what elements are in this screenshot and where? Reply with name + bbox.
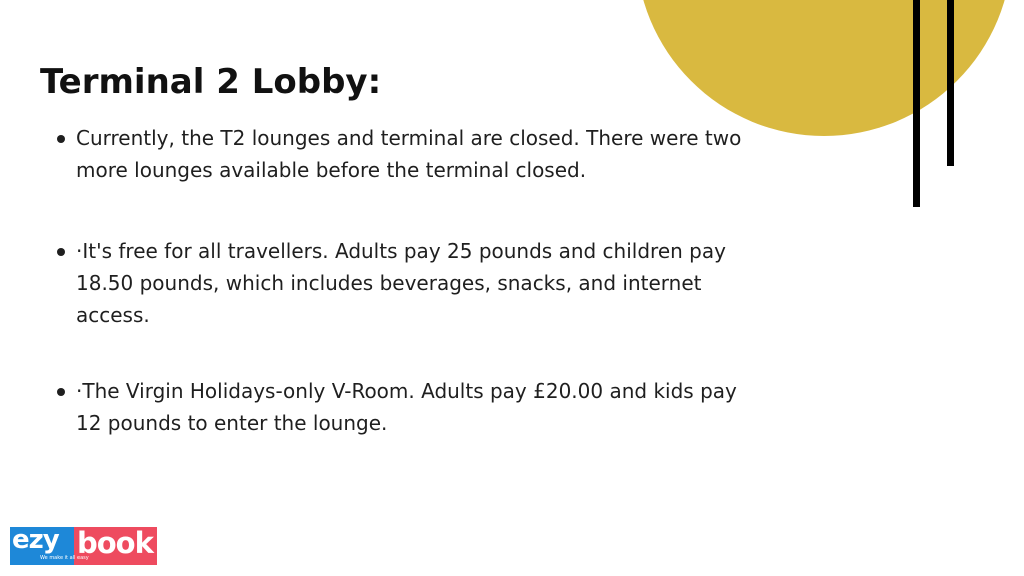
bullet-text: Currently, the T2 lounges and terminal are closed. There were two more lounges available before the terminal closed. xyxy=(76,126,742,182)
bullet-item xyxy=(55,122,745,186)
bullet-dot-icon xyxy=(57,248,65,256)
bullet-dot-icon xyxy=(57,135,65,143)
bullet-text: ·The Virgin Holidays-only V-Room. Adults pay £20.00 and kids pay 12 pounds to enter the lounge. xyxy=(76,379,737,435)
bullet-dot-icon xyxy=(57,388,65,396)
bullet-item xyxy=(55,375,745,439)
logo-tagline: We make it all easy xyxy=(40,555,89,561)
bullet-item xyxy=(55,235,745,331)
decorative-line xyxy=(913,0,920,207)
bullet-text: ·It's free for all travellers. Adults pay 25 pounds and children pay 18.50 pounds, which includes beverages, snacks, and internet access. xyxy=(76,239,726,327)
decorative-circle xyxy=(636,0,1012,136)
decorative-line xyxy=(947,0,954,166)
slide-title: Terminal 2 Lobby: xyxy=(40,62,382,102)
ezybook-logo xyxy=(10,527,157,565)
logo-ezy-text: ezy xyxy=(12,525,59,555)
bullet-list xyxy=(55,122,745,439)
logo-book-text: book xyxy=(77,526,153,560)
